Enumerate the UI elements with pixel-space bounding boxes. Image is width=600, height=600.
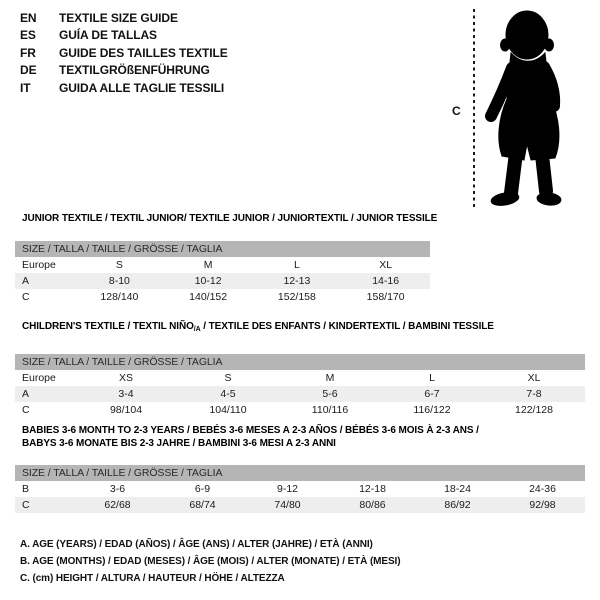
language-code: DE (20, 63, 37, 78)
children-size-table-body (15, 370, 585, 418)
language-title-list (20, 9, 228, 97)
value-cell: 122/128 (515, 404, 553, 416)
value-cell: 86/92 (444, 499, 471, 511)
toddler-silhouette (481, 7, 593, 210)
section-title-babies-line1: BABIES 3-6 MONTH TO 2-3 YEARS / BEBÉS 3-6 MESES A 2-3 AÑOS / BÉBÉS 3-6 MOIS À 2-3 ANS / (22, 425, 479, 436)
section-babies-textile (15, 424, 585, 513)
guide-title-de: TEXTILGRÖßENFÜHRUNG (59, 63, 210, 78)
babies-size-table (15, 465, 585, 513)
value-cell: 7-8 (526, 388, 542, 400)
value-cell: 12-18 (359, 483, 386, 495)
value-cell: 8-10 (108, 275, 130, 287)
value-cell: 24-36 (529, 483, 556, 495)
value-cell: 12-13 (283, 275, 311, 287)
value-cell: 3-6 (109, 483, 126, 495)
language-row-de (20, 62, 228, 80)
language-code: IT (20, 80, 31, 95)
row-label-cell: C (22, 404, 30, 416)
table-row (15, 370, 585, 386)
note-height-cm: C. (cm) HEIGHT / ALTURA / HAUTEUR / HÖHE / ALTEZZA (20, 573, 285, 584)
title-text: CHILDREN'S TEXTILE / TEXTIL NIÑO (22, 321, 194, 332)
language-code: EN (20, 10, 37, 25)
value-cell: 128/140 (100, 291, 139, 303)
table-row (15, 273, 430, 289)
value-cell: 116/122 (413, 404, 451, 416)
guide-title-en: TEXTILE SIZE GUIDE (59, 10, 178, 25)
value-cell: 6-9 (194, 483, 211, 495)
language-code: ES (20, 28, 36, 43)
title-text: / TEXTILE DES ENFANTS / KINDERTEXTIL / BAMBINI TESSILE (200, 321, 494, 332)
value-cell: M (203, 259, 213, 271)
guide-title-es: GUÍA DE TALLAS (59, 28, 157, 43)
legend-notes (20, 536, 400, 587)
section-junior-textile (15, 212, 438, 305)
value-cell: XL (379, 259, 393, 271)
section-children-textile (15, 320, 585, 418)
value-cell: L (429, 372, 435, 384)
table-row (15, 402, 585, 418)
value-cell: 104/110 (209, 404, 247, 416)
table-row (15, 497, 585, 513)
guide-title-fr: GUIDE DES TAILLES TEXTILE (59, 45, 228, 60)
language-code: FR (20, 45, 36, 60)
value-cell: XS (118, 372, 133, 384)
children-size-table (15, 354, 585, 418)
row-label-cell: C (22, 291, 30, 303)
table-header-size: SIZE / TALLA / TAILLE / GRÖSSE / TAGLIA (15, 241, 430, 257)
value-cell: 74/80 (274, 499, 301, 511)
value-cell: 5-6 (322, 388, 338, 400)
value-cell: 10-12 (194, 275, 222, 287)
value-cell: L (293, 259, 300, 271)
value-cell: 140/152 (189, 291, 228, 303)
value-cell: 80/86 (359, 499, 386, 511)
language-row-es (20, 27, 228, 45)
value-cell: 62/68 (104, 499, 131, 511)
table-header-size: SIZE / TALLA / TAILLE / GRÖSSE / TAGLIA (15, 465, 585, 481)
value-cell: M (325, 372, 335, 384)
junior-size-table (15, 241, 430, 305)
note-age-years: A. AGE (YEARS) / EDAD (AÑOS) / ÂGE (ANS) / ALTER (JAHRE) / ETÀ (ANNI) (20, 539, 373, 550)
value-cell: 3-4 (118, 388, 134, 400)
table-header-size: SIZE / TALLA / TAILLE / GRÖSSE / TAGLIA (15, 354, 585, 370)
row-label-cell: C (22, 499, 30, 511)
value-cell: 158/170 (366, 291, 405, 303)
row-label-cell: Europe (22, 372, 56, 384)
table-row (15, 386, 585, 402)
language-row-en (20, 9, 228, 27)
value-cell: XL (527, 372, 541, 384)
value-cell: 14-16 (372, 275, 400, 287)
row-label-cell: Europe (22, 259, 56, 271)
height-measure-dashed-line (473, 9, 475, 207)
row-label-cell: A (22, 388, 30, 400)
section-title-babies-line2: BABYS 3-6 MONATE BIS 2-3 JAHRE / BAMBINI 3-6 MESI A 2-3 ANNI (22, 438, 336, 449)
value-cell: 152/158 (277, 291, 316, 303)
row-label-cell: A (22, 275, 30, 287)
value-cell: 6-7 (424, 388, 440, 400)
table-row (15, 257, 430, 273)
section-title-junior: JUNIOR TEXTILE / TEXTIL JUNIOR/ TEXTILE JUNIOR / JUNIORTEXTIL / JUNIOR TESSILE (22, 213, 438, 224)
value-cell: 98/104 (109, 404, 143, 416)
table-row (15, 289, 430, 305)
value-cell: S (115, 259, 123, 271)
height-measure-label: C (452, 104, 461, 118)
title-subscript: /A (193, 326, 201, 333)
value-cell: 9-12 (276, 483, 298, 495)
value-cell: 4-5 (220, 388, 236, 400)
note-age-months: B. AGE (MONTHS) / EDAD (MESES) / ÂGE (MOIS) / ALTER (MONATE) / ETÀ (MESI) (20, 556, 401, 567)
language-row-fr (20, 44, 228, 62)
row-label-cell: B (22, 483, 30, 495)
language-row-it (20, 79, 228, 97)
guide-title-it: GUIDA ALLE TAGLIE TESSILI (59, 80, 225, 95)
babies-size-table-body (15, 481, 585, 513)
junior-size-table-body (15, 257, 430, 305)
measurement-figure (445, 5, 595, 213)
table-row (15, 481, 585, 497)
value-cell: 18-24 (444, 483, 471, 495)
value-cell: 110/116 (311, 404, 349, 416)
value-cell: 92/98 (529, 499, 556, 511)
value-cell: 68/74 (189, 499, 216, 511)
value-cell: S (224, 372, 232, 384)
section-title-children (15, 320, 585, 336)
